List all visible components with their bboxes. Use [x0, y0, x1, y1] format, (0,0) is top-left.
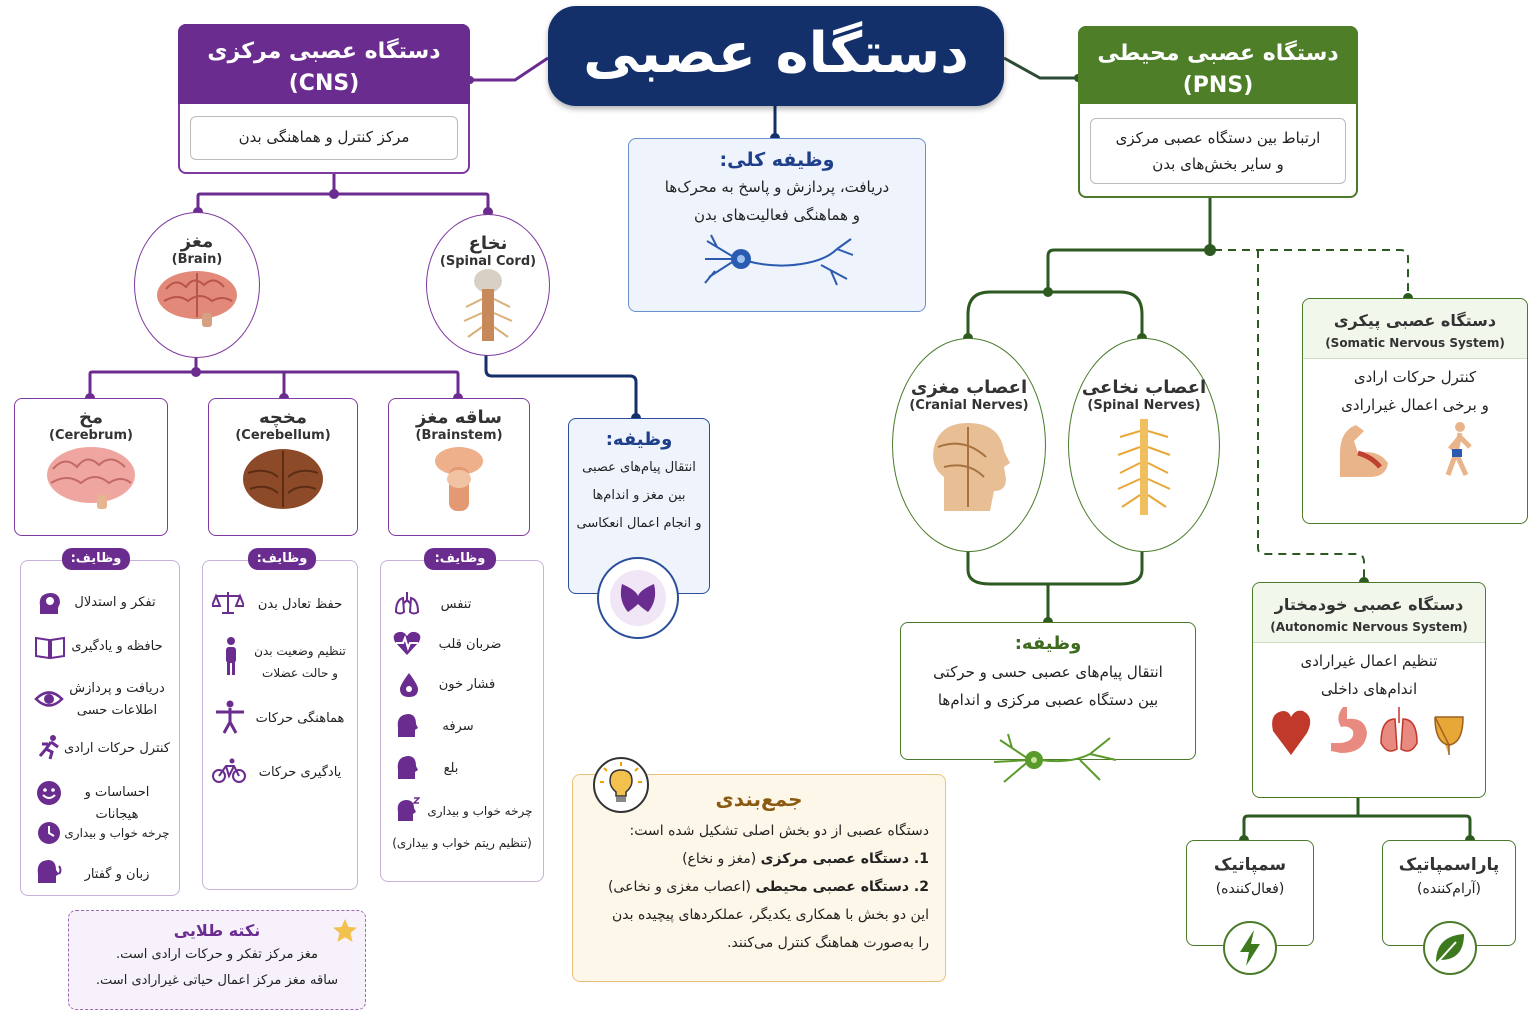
- cerebrum-fn-5: احساسات و هیجانات: [84, 785, 150, 822]
- pns-abbr: (PNS): [1182, 73, 1254, 98]
- autonomic-line-2: اندام‌های داخلی: [1320, 680, 1418, 698]
- pns-title: دستگاه عصبی محیطی: [1097, 41, 1339, 66]
- golden-note-line-1: مغز مرکز تفکر و حرکات ارادی است.: [116, 947, 318, 962]
- summary-title: جمع‌بندی: [715, 787, 803, 811]
- bicycle-icon: [212, 758, 246, 784]
- autonomic-card: [1252, 582, 1486, 798]
- cerebrum-card: [14, 398, 168, 536]
- spinal-cord-name: نخاع: [468, 233, 508, 254]
- summary-outro-1: این دو بخش با همکاری یکدیگر، عملکردهای پیچیده بدن: [612, 907, 929, 923]
- green-neuron-icon: [990, 730, 1120, 786]
- summary-item-1-rest: (مغز و نخاع): [682, 851, 761, 867]
- cerebellum-name: مخچه: [258, 407, 307, 428]
- brainstem-en: (Brainstem): [415, 428, 503, 443]
- speaking-head-icon: [34, 858, 64, 884]
- brainstem-fn-6: چرخه خواب و بیداری: [427, 804, 533, 818]
- cerebellum-card: [208, 398, 358, 536]
- nerves-function-line-1: انتقال پیام‌های عصبی حسی و حرکتی: [933, 663, 1163, 681]
- cerebellum-fn-3: هماهنگی حرکات: [255, 711, 345, 726]
- cerebellum-fn-2b: و حالت عضلات: [262, 666, 338, 680]
- brainstem-functions-label: وظایف:: [424, 548, 496, 570]
- cerebrum-fn-3: دریافت و پردازش: [69, 681, 165, 696]
- spinal-cross-section-icon: [596, 556, 680, 640]
- lightning-icon: [1222, 920, 1278, 976]
- pns-desc-line-2: و سایر بخش‌های بدن: [1152, 155, 1284, 173]
- lungs-organ-icon: [1381, 707, 1417, 751]
- sympathetic-sub: (فعال‌کننده): [1215, 881, 1285, 897]
- cerebellum-fn-4: یادگیری حرکات: [258, 765, 342, 780]
- eye-icon: [34, 686, 64, 712]
- spinal-cord-icon: [458, 269, 518, 341]
- cerebellum-fn-1: حفظ تعادل بدن: [257, 597, 343, 612]
- cerebrum-fn-6: چرخه خواب و بیداری: [64, 826, 170, 840]
- lightbulb-icon: [592, 756, 650, 814]
- brain-node: [134, 212, 260, 358]
- cerebrum-fn-4: کنترل حرکات ارادی: [64, 741, 170, 756]
- brainstem-name: ساقه مغز: [416, 407, 502, 428]
- general-function-line-2: و هماهنگی فعالیت‌های بدن: [693, 206, 860, 224]
- heartbeat-icon: [392, 630, 422, 656]
- spinal-nerves-en: (Spinal Nerves): [1087, 398, 1201, 413]
- summary-item-1-bold: 1. دستگاه عصبی مرکزی: [760, 851, 929, 867]
- cerebrum-fn-7: زبان و گفتار: [84, 867, 150, 882]
- golden-note-line-2: ساقه مغز مرکز اعمال حیاتی غیرارادی است.: [95, 973, 339, 988]
- parasympathetic-name: پاراسمپاتیک: [1398, 855, 1500, 875]
- pns-header: [1078, 26, 1358, 104]
- spinal-cord-node: [426, 214, 550, 356]
- smile-icon: [36, 780, 62, 806]
- summary-outro-2: را به‌صورت هماهنگ کنترل می‌کنند.: [727, 935, 929, 951]
- pns-desc-line-1: ارتباط بین دستگاه عصبی مرکزی: [1115, 129, 1321, 147]
- blood-drop-icon: [396, 672, 422, 698]
- somatic-name: دستگاه عصبی پیکری: [1333, 311, 1497, 330]
- brain-icon: [154, 267, 240, 331]
- spinal-nerves-node: [1068, 338, 1220, 552]
- brainstem-fn-6-note: (تنظیم ریتم خواب و بیداری): [392, 836, 532, 850]
- brain-en: (Brain): [171, 252, 223, 267]
- cerebellum-functions-label: وظایف:: [248, 548, 316, 570]
- nerves-function-line-2: بین دستگاه عصبی مرکزی و اندام‌ها: [937, 691, 1159, 709]
- cranial-nerves-icon: [924, 417, 1014, 517]
- nerves-function-title: وظیفه:: [1014, 633, 1082, 654]
- cerebellum-fn-2: تنظیم وضعیت بدن: [254, 644, 346, 658]
- spinal-function-title: وظیفه:: [605, 429, 673, 450]
- cranial-nerves-en: (Cranial Nerves): [909, 398, 1029, 413]
- star-icon: [332, 918, 358, 944]
- cranial-nerves-name: اعصاب مغزی: [910, 377, 1028, 398]
- golden-note-title: نکته طلایی: [173, 921, 261, 940]
- cns-title: دستگاه عصبی مرکزی: [207, 39, 441, 64]
- bladder-icon: [1435, 717, 1463, 755]
- brainstem-icon: [429, 443, 489, 515]
- golden-note: [68, 910, 366, 1010]
- cerebellum-en: (Cerebellum): [235, 428, 331, 443]
- general-function-title: وظیفه کلی:: [719, 149, 835, 171]
- cerebrum-functions-label: وظایف:: [62, 548, 130, 570]
- spinal-cord-en: (Spinal Cord): [439, 254, 537, 269]
- cerebellum-icon: [238, 443, 328, 513]
- autonomic-name: دستگاه عصبی خودمختار: [1274, 595, 1464, 614]
- page-title: دستگاه عصبی: [548, 6, 1004, 106]
- brainstem-card: [388, 398, 530, 536]
- cerebrum-fn-3b: اطلاعات حسی: [76, 703, 158, 718]
- summary-item-2-bold: 2. دستگاه عصبی محیطی: [755, 879, 929, 895]
- neuron-icon: [697, 229, 857, 289]
- spinal-nerves-icon: [1114, 417, 1174, 517]
- organ-icons: [1269, 703, 1469, 757]
- spinal-function-line-3: و انجام اعمال انعکاسی: [576, 516, 702, 531]
- cerebrum-fn-2: حافظه و یادگیری: [71, 639, 163, 654]
- summary-item-2-rest: (اعصاب مغزی و نخاعی): [607, 879, 756, 895]
- runner-icon: [36, 734, 62, 760]
- lungs-icon: [394, 590, 420, 616]
- brainstem-fn-5: بلع: [443, 761, 459, 776]
- book-icon: [34, 634, 66, 660]
- brainstem-fn-4: سرفه: [442, 719, 474, 734]
- heart-icon: [1272, 711, 1310, 755]
- cough-head-icon: [394, 712, 420, 738]
- swallow-head-icon: [394, 754, 420, 780]
- somatic-icons: [1320, 419, 1510, 481]
- walking-person-icon: [1448, 422, 1470, 475]
- spinal-function-line-2: بین مغز و اندام‌ها: [592, 488, 686, 503]
- spinal-nerves-name: اعصاب نخاعی: [1081, 377, 1207, 398]
- cns-header: [178, 24, 470, 104]
- cerebrum-fn-1: تفکر و استدلال: [74, 595, 156, 610]
- pns-desc: [1090, 118, 1346, 184]
- somatic-card: [1302, 298, 1528, 524]
- cns-desc: مرکز کنترل و هماهنگی بدن: [190, 116, 458, 160]
- balancing-person-icon: [214, 700, 246, 734]
- somatic-line-2: و برخی اعمال غیرارادی: [1341, 396, 1489, 414]
- brainstem-fn-1: تنفس: [440, 597, 472, 612]
- parasympathetic-sub: (آرام‌کننده): [1417, 881, 1481, 897]
- cerebrum-name: مخ: [78, 407, 104, 428]
- sleep-head-icon: [394, 796, 420, 822]
- cns-abbr: (CNS): [288, 71, 360, 96]
- sympathetic-name: سمپاتیک: [1213, 855, 1287, 875]
- summary-item-1: [589, 845, 929, 873]
- cerebrum-icon: [43, 443, 139, 513]
- stomach-icon: [1331, 707, 1367, 753]
- brain-name: مغز: [180, 231, 214, 252]
- brainstem-fn-2: ضربان قلب: [438, 637, 502, 652]
- cranial-nerves-node: [892, 338, 1046, 552]
- brainstem-fn-3: فشار خون: [438, 677, 496, 692]
- cerebrum-en: (Cerebrum): [48, 428, 133, 443]
- autonomic-line-1: تنظیم اعمال غیرارادی: [1300, 652, 1438, 670]
- summary-intro: دستگاه عصبی از دو بخش اصلی تشکیل شده است:: [629, 823, 929, 839]
- general-function-line-1: دریافت، پردازش و پاسخ به محرک‌ها: [664, 178, 890, 196]
- somatic-en: (Somatic Nervous System): [1325, 336, 1505, 350]
- leaf-icon: [1422, 920, 1478, 976]
- head-gear-icon: [36, 590, 62, 616]
- general-function-card: [628, 138, 926, 312]
- somatic-line-1: کنترل حرکات ارادی: [1353, 368, 1477, 386]
- standing-person-icon: [218, 636, 244, 676]
- flexed-arm-icon: [1340, 425, 1388, 477]
- spinal-function-line-1: انتقال پیام‌های عصبی: [582, 460, 696, 475]
- clock-icon: [36, 820, 62, 846]
- autonomic-en: (Autonomic Nervous System): [1270, 620, 1468, 634]
- balance-scale-icon: [212, 590, 244, 616]
- summary-item-2: [589, 873, 929, 901]
